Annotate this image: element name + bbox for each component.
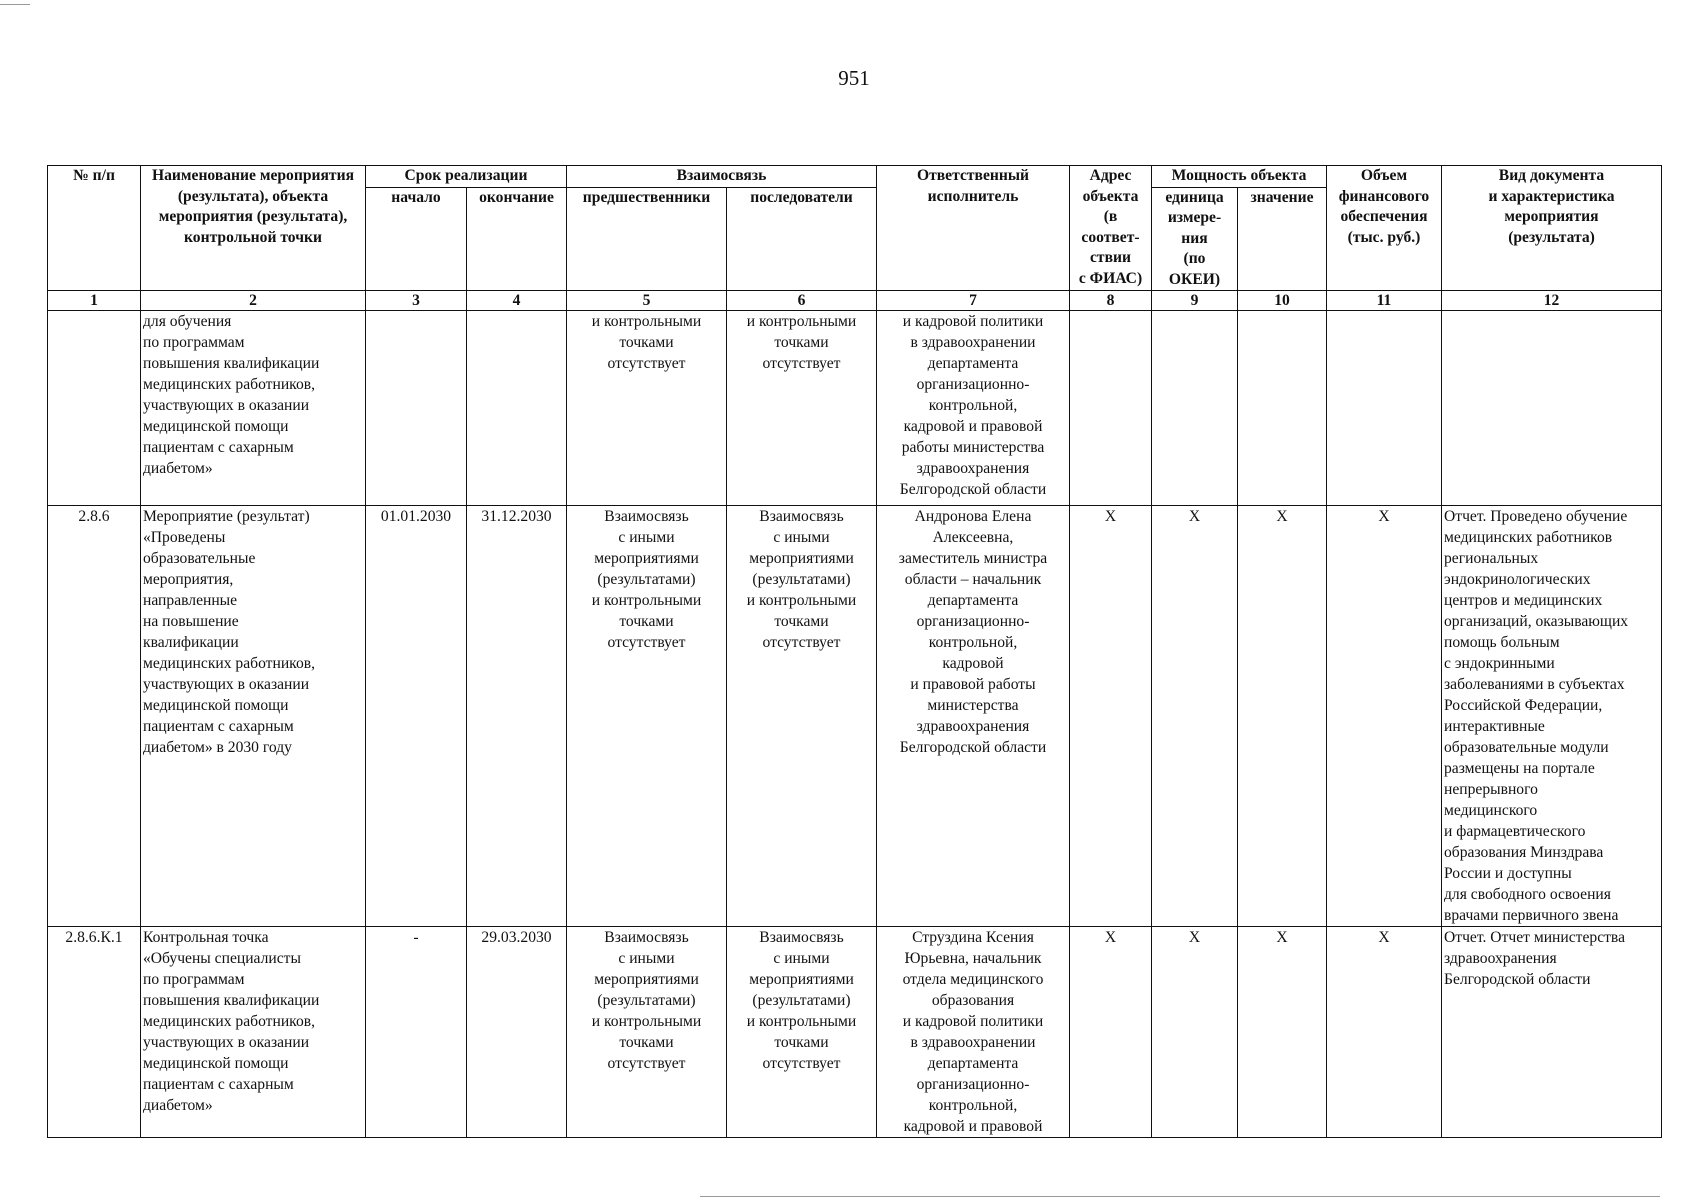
scan-artifact-line (700, 1196, 1660, 1197)
row-pred: Взаимосвязь с иными мероприятиями (результатами) и контрольными точками отсутствует (567, 927, 727, 1138)
page-number: 951 (838, 66, 870, 90)
row-end: 29.03.2030 (467, 927, 567, 1138)
header-name: Наименование мероприятия (результата), объекта мероприятия (результата), контрольной точки (141, 166, 366, 291)
column-number: 7 (877, 291, 1070, 311)
header-capacity: Мощность объекта (1152, 166, 1327, 188)
row-doc (1442, 311, 1662, 506)
row-num (48, 311, 141, 506)
header-links-pred: предшественники (567, 187, 727, 291)
header-capacity-unit: единица измере- ния (по ОКЕИ) (1152, 187, 1238, 291)
row-responsible: Струздина Ксения Юрьевна, начальник отдела медицинского образования и кадровой политики в здравоохранении департамента организационно- контрольной, кадровой и правовой (877, 927, 1070, 1138)
row-finance (1327, 311, 1442, 506)
row-end (467, 311, 567, 506)
scan-artifact-line (0, 4, 30, 5)
row-num: 2.8.6 (48, 506, 141, 927)
row-pred: Взаимосвязь с иными мероприятиями (результатами) и контрольными точками отсутствует (567, 506, 727, 927)
row-finance: X (1327, 927, 1442, 1138)
column-number: 12 (1442, 291, 1662, 311)
header-capacity-value: значение (1238, 187, 1327, 291)
row-responsible: и кадровой политики в здравоохранении департамента организационно- контрольной, кадровой и правовой работы министерства здравоохранения Белгородской области (877, 311, 1070, 506)
column-number: 4 (467, 291, 567, 311)
column-number: 2 (141, 291, 366, 311)
row-num: 2.8.6.К.1 (48, 927, 141, 1138)
header-responsible: Ответственный исполнитель (877, 166, 1070, 291)
row-succ: и контрольными точками отсутствует (727, 311, 877, 506)
column-number-row (48, 291, 1662, 311)
row-unit (1152, 311, 1238, 506)
table-row-2-8-6-k1 (48, 927, 1662, 1138)
row-unit: X (1152, 506, 1238, 927)
header-num: № п/п (48, 166, 141, 291)
row-name: для обучения по программам повышения квалификации медицинских работников, участвующих в оказании медицинской помощи пациентам с сахарным диабетом» (141, 311, 366, 506)
row-pred: и контрольными точками отсутствует (567, 311, 727, 506)
row-finance: X (1327, 506, 1442, 927)
row-value (1238, 311, 1327, 506)
row-value: X (1238, 927, 1327, 1138)
row-end: 31.12.2030 (467, 506, 567, 927)
row-address (1070, 311, 1152, 506)
table-row-continuation (48, 311, 1662, 506)
row-address: X (1070, 506, 1152, 927)
row-start (366, 311, 467, 506)
header-period: Срок реализации (366, 166, 567, 188)
header-links: Взаимосвязь (567, 166, 877, 188)
column-number: 5 (567, 291, 727, 311)
column-number: 11 (1327, 291, 1442, 311)
table-row-2-8-6 (48, 506, 1662, 927)
row-unit: X (1152, 927, 1238, 1138)
row-name: Контрольная точка «Обучены специалисты по программам повышения квалификации медицинских работников, участвующих в оказании медицинской помощи пациентам с сахарным диабетом» (141, 927, 366, 1138)
row-succ: Взаимосвязь с иными мероприятиями (результатами) и контрольными точками отсутствует (727, 927, 877, 1138)
row-start: - (366, 927, 467, 1138)
header-row-top (48, 166, 1662, 188)
column-number: 1 (48, 291, 141, 311)
row-doc: Отчет. Отчет министерства здравоохранения Белгородской области (1442, 927, 1662, 1138)
header-links-succ: последователи (727, 187, 877, 291)
header-period-end: окончание (467, 187, 567, 291)
row-start: 01.01.2030 (366, 506, 467, 927)
row-value: X (1238, 506, 1327, 927)
header-finance: Объем финансового обеспечения (тыс. руб.) (1327, 166, 1442, 291)
column-number: 8 (1070, 291, 1152, 311)
column-number: 10 (1238, 291, 1327, 311)
header-period-start: начало (366, 187, 467, 291)
row-succ: Взаимосвязь с иными мероприятиями (результатами) и контрольными точками отсутствует (727, 506, 877, 927)
column-number: 6 (727, 291, 877, 311)
header-address: Адрес объекта (в соответ- ствии с ФИАС) (1070, 166, 1152, 291)
row-doc: Отчет. Проведено обучение медицинских работников региональных эндокринологических центров и медицинских организаций, оказывающих помощь больным с эндокринными заболеваниями в субъектах Российской Федерации, интерактивные образовательные модули размещены на портале непрерывного медицинского и фармацевтического образования Минздрава России и доступны для свободного освоения врачами первичного звена (1442, 506, 1662, 927)
row-address: X (1070, 927, 1152, 1138)
column-number: 9 (1152, 291, 1238, 311)
row-name: Мероприятие (результат) «Проведены образовательные мероприятия, направленные на повышение квалификации медицинских работников, участвующих в оказании медицинской помощи пациентам с сахарным диабетом» в 2030 году (141, 506, 366, 927)
plan-table (47, 165, 1662, 1138)
header-doc-type: Вид документа и характеристика мероприятия (результата) (1442, 166, 1662, 291)
column-number: 3 (366, 291, 467, 311)
row-responsible: Андронова Елена Алексеевна, заместитель министра области – начальник департамента организационно- контрольной, кадровой и правовой работы министерства здравоохранения Белгородской области (877, 506, 1070, 927)
